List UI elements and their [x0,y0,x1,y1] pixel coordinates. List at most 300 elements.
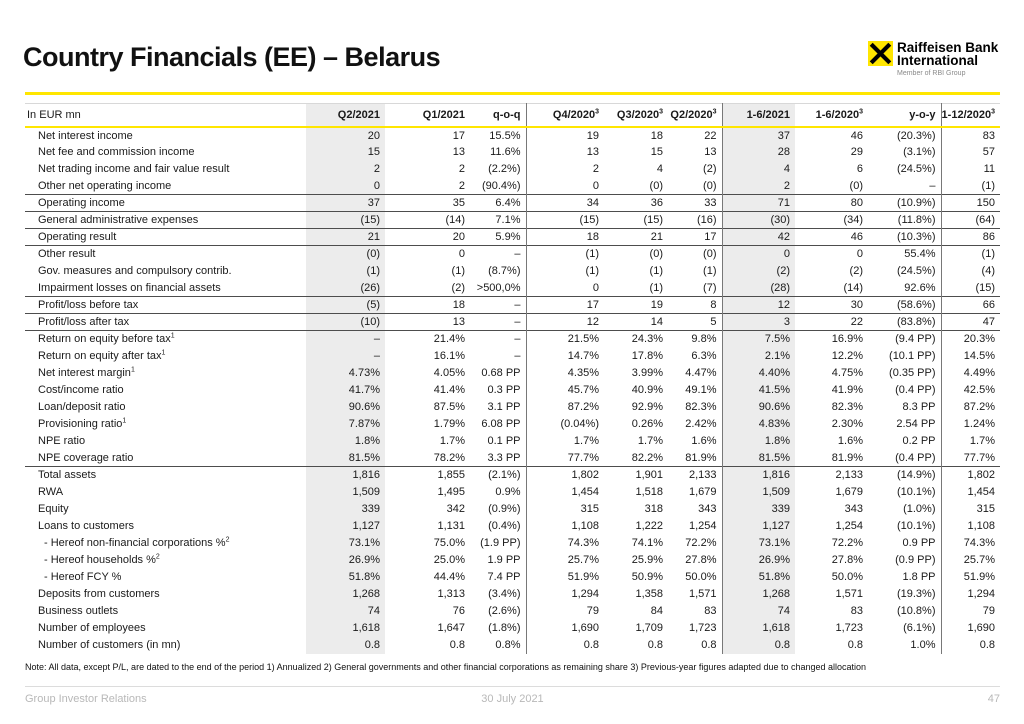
table-cell: 12 [722,297,795,314]
table-cell: 343 [844,503,863,515]
row-label: Gov. measures and compulsory contrib. [38,265,232,277]
column-header: 1-12/2020$^3$ [941,104,1000,127]
table-row [25,297,1000,314]
table-cell: 2 [722,178,795,195]
table-cell: 1,268 [306,586,385,603]
row-label: Other net operating income [38,179,172,192]
table-cell: 75.0% [433,537,465,549]
table-cell: (90.4%) [470,178,526,195]
table-cell: 4 [722,161,795,178]
table-cell: 76 [452,605,465,617]
table-cell: 25.0% [433,554,465,566]
table-row [25,144,1000,161]
table-cell: 4.49% [963,367,995,379]
row-label: Net fee and commission income [38,146,195,158]
table-row [25,195,1000,212]
table-cell: 1,679 [668,484,722,501]
table-row [25,552,1000,569]
table-cell: 46 [795,229,868,246]
table-cell: 1.9 PP [470,552,526,569]
table-cell: 3.1 PP [470,399,526,416]
column-header: Q2/2020$^3$ [668,104,722,127]
table-cell: 92.6% [868,280,941,297]
table-cell: 25.7% [567,554,599,566]
table-cell: 0.68 PP [470,365,526,382]
table-cell: – [470,348,526,365]
table-cell: (58.6%) [868,297,941,314]
table-row [25,416,1000,433]
table-cell: 13 [385,314,470,331]
table-cell: (2) [722,263,795,280]
table-cell: (5) [306,297,385,314]
table-cell: 15.5% [470,127,526,144]
table-cell: 0 [722,246,795,263]
table-cell: 81.5% [306,450,385,467]
table-cell: (0) [849,179,863,192]
table-cell: 41.5% [722,382,795,399]
table-cell: 82.3% [668,399,722,416]
raiffeisen-gable-cross-icon [868,41,893,66]
table-cell: 82.2% [631,451,663,464]
table-cell: 25.7% [963,554,995,566]
table-cell: (64) [941,212,1000,229]
column-header: Q3/2020$^3$ [604,104,668,127]
table-cell: (0.4 PP) [868,450,941,467]
table-cell: 35 [385,195,470,212]
table-row [25,569,1000,586]
table-cell: 1,294 [571,588,599,600]
table-cell: – [306,348,385,365]
table-cell: 1.7% [439,435,465,447]
table-cell: 315 [580,503,599,515]
table-cell: (24.5%) [868,263,941,280]
table-cell: 150 [941,195,1000,212]
row-label: Business outlets [38,605,119,617]
table-cell: 1,647 [437,622,465,634]
table-cell: (0) [306,246,385,263]
financials-table [25,103,1000,654]
table-cell: 16.9% [795,331,868,348]
table-cell: 0.2 PP [868,433,941,450]
column-header: Q2/2021 [306,104,385,127]
table-row [25,229,1000,246]
row-label: NPE ratio [38,435,86,447]
table-cell: 1,618 [722,620,795,637]
table-cell: 13 [668,144,722,161]
table-cell: 81.9% [831,451,863,464]
table-cell: 1,690 [571,622,599,634]
table-cell: 49.1% [668,382,722,399]
row-label: Loan/deposit ratio [38,401,126,413]
table-cell: 1,108 [571,520,599,532]
table-cell: 37 [306,195,385,212]
column-header: Q1/2021 [385,104,470,127]
table-cell: 27.8% [831,554,863,566]
table-cell: 1,222 [635,520,663,532]
table-cell: 73.1% [722,535,795,552]
table-cell: (0.9 PP) [868,552,941,569]
table-row [25,365,1000,382]
table-cell: (10.1 PP) [868,348,941,365]
table-cell: 71 [722,195,795,212]
table-cell: 51.9% [963,571,995,583]
table-cell: 1.8% [722,433,795,450]
table-cell: 51.8% [306,569,385,586]
table-cell: 17 [526,297,604,314]
table-cell: 77.7% [963,451,995,464]
table-row [25,450,1000,467]
table-cell: (4) [981,265,995,277]
table-cell: 1,127 [306,518,385,535]
table-cell: 0.8 [306,637,385,654]
table-cell: 83 [982,129,995,142]
table-cell: (0.4 PP) [868,382,941,399]
table-cell: 4.35% [567,367,599,379]
table-cell: (83.8%) [868,314,941,331]
table-row [25,127,1000,144]
table-row [25,467,1000,484]
table-row [25,586,1000,603]
table-cell: 1,454 [571,486,599,498]
table-cell: 1,358 [635,588,663,600]
table-cell: 86 [941,229,1000,246]
table-cell: 16.1% [433,350,465,362]
table-cell: (1.0%) [868,501,941,518]
table-body [25,127,1000,654]
table-cell: 0 [795,246,868,263]
table-row [25,518,1000,535]
table-cell: (10.1%) [868,484,941,501]
table-cell: 82.3% [831,401,863,413]
row-label: Loans to customers [38,520,134,532]
table-row [25,637,1000,654]
table-cell: 0 [306,178,385,195]
table-cell: 50.9% [631,571,663,583]
table-cell: 2 [458,163,465,175]
table-cell: 15 [306,144,385,161]
table-cell: 29 [850,146,863,158]
table-cell: (1) [306,263,385,280]
logo-name-line2: International [897,53,979,68]
table-cell: 87.2% [963,401,995,413]
table-cell: 18 [650,129,663,142]
table-cell: (0.9%) [470,501,526,518]
table-cell: 83 [850,605,863,617]
table-row [25,433,1000,450]
table-cell: 0.8 [847,639,863,651]
table-row [25,399,1000,416]
row-label: Number of customers (in mn) [38,639,181,651]
table-cell: 20 [306,127,385,144]
table-cell: (1) [649,265,663,277]
table-cell: (16) [668,212,722,229]
table-cell: 14.7% [567,350,599,362]
table-cell: 1,495 [437,486,465,498]
table-cell: 11 [983,163,995,175]
table-cell: 0.9 PP [868,535,941,552]
table-cell: 4.83% [722,416,795,433]
footnote-text: Note: All data, except P/L, are dated to the end of the period 1) Annualized 2) General governments and other financial corporations as remaining share 3) Previous-year figures adapted due to changed allocation [25,662,867,672]
table-cell: 0.9% [470,484,526,501]
table-cell: 87.5% [433,401,465,413]
table-cell: (19.3%) [868,586,941,603]
table-cell: 47 [941,314,1000,331]
table-cell: 0.3 PP [470,382,526,399]
table-cell: 26.9% [722,552,795,569]
table-cell: 0.8% [470,637,526,654]
table-cell: 42.5% [963,384,995,396]
table-cell: 2.42% [668,416,722,433]
table-cell: – [868,178,941,195]
table-cell: 1,131 [437,520,465,532]
table-cell: 14 [604,314,668,331]
table-cell: (6.1%) [868,620,941,637]
table-cell: 5 [668,314,722,331]
table-cell: 1,454 [967,486,995,498]
table-cell: 79 [982,605,995,617]
table-cell: 51.9% [567,571,599,583]
table-cell: 72.2% [831,537,863,549]
table-cell: 34 [526,195,604,212]
table-cell: 2 [592,163,599,175]
table-cell: (8.7%) [470,263,526,280]
table-cell: 1,108 [967,520,995,532]
table-cell: – [470,331,526,348]
table-cell: 26.9% [306,552,385,569]
table-cell: (7) [668,280,722,297]
table-cell: 342 [446,503,465,515]
table-cell: 1.7% [637,435,663,447]
table-cell: 2 [458,179,465,192]
table-row [25,280,1000,297]
table-cell: 1.7% [969,435,995,447]
table-cell: 0.26% [631,418,663,430]
table-cell: (1.9 PP) [470,535,526,552]
table-cell: 7.4 PP [470,569,526,586]
table-cell: (0.4%) [470,518,526,535]
table-cell: 45.7% [567,384,599,396]
table-cell: 79 [586,605,599,617]
table-cell: – [470,297,526,314]
table-cell: 41.7% [306,382,385,399]
table-cell: 74 [722,603,795,620]
table-cell: (9.4 PP) [868,331,941,348]
row-label: Impairment losses on financial assets [38,281,221,294]
table-cell: (34) [795,212,868,229]
table-row [25,348,1000,365]
table-cell: (1) [668,263,722,280]
table-cell: (1.8%) [470,620,526,637]
row-label: RWA [38,486,64,498]
table-cell: 90.6% [306,399,385,416]
table-cell: (15) [975,281,995,294]
table-row [25,535,1000,552]
table-cell: 6.08 PP [470,416,526,433]
table-cell: 1.6% [668,433,722,450]
table-cell: 21.5% [526,331,604,348]
table-cell: 8 [668,297,722,314]
table-cell: (3.1%) [868,144,941,161]
row-label: Profit/loss before tax [25,297,306,314]
table-cell: 77.7% [567,451,599,464]
table-cell: 15 [650,146,663,158]
table-cell: 12 [526,314,604,331]
table-cell: 9.8% [668,331,722,348]
table-cell: 36 [604,195,668,212]
table-cell: (2) [451,281,465,294]
table-cell: 1.8% [306,433,385,450]
row-label: Profit/loss after tax [25,314,306,331]
table-cell: 51.8% [722,569,795,586]
table-cell: 3.3 PP [470,450,526,467]
table-cell: 1,816 [306,467,385,484]
logo-text [897,41,998,77]
table-cell: (11.8%) [868,212,941,229]
table-cell: 318 [644,503,663,515]
table-cell: (24.5%) [868,161,941,178]
table-row [25,620,1000,637]
row-label: Deposits from customers [38,588,160,600]
table-cell: 1,855 [385,467,470,484]
table-cell: 2.1% [722,348,795,365]
table-cell: 22 [795,314,868,331]
table-row [25,314,1000,331]
table-cell: – [306,331,385,348]
table-row [25,212,1000,229]
slide-footer [25,693,1000,709]
table-cell: 40.9% [631,384,663,396]
column-header: y-o-y [868,104,941,127]
page-title: Country Financials (EE) – Belarus [23,42,441,72]
company-logo [868,41,998,77]
row-label: Provisioning ratio$^1$ [38,417,127,430]
table-cell: 74.3% [567,537,599,549]
table-cell: (3.4%) [470,586,526,603]
table-cell: 7.5% [722,331,795,348]
table-cell: 74 [306,603,385,620]
table-cell: 90.6% [722,399,795,416]
table-cell: 80 [795,195,868,212]
table-cell: 1,254 [835,520,863,532]
table-cell: 0.8 [449,639,465,651]
table-cell: 20.3% [941,331,1000,348]
table-cell: 25.9% [631,554,663,566]
table-cell: 1.6% [837,435,863,447]
table-cell: 57 [982,146,995,158]
table-cell: 1,816 [722,467,795,484]
row-label: Other result [25,246,306,263]
table-cell: 4.40% [722,365,795,382]
table-cell: 1,723 [668,620,722,637]
table-cell: 50.0% [831,571,863,583]
table-cell: 11.6% [470,144,526,161]
table-cell: (0.35 PP) [868,365,941,382]
table-cell: 4.75% [831,367,863,379]
column-header-unit: In EUR mn [25,104,306,127]
logo-member-text: Member of RBI Group [897,70,966,77]
table-cell: 4.73% [306,365,385,382]
table-cell: 6 [856,163,863,175]
table-cell: 7.87% [306,416,385,433]
row-label: Operating income [25,195,306,212]
table-cell: 21 [306,229,385,246]
table-cell: 0.1 PP [470,433,526,450]
table-cell: 73.1% [306,535,385,552]
table-row [25,246,1000,263]
table-cell: 0.8 [722,637,795,654]
table-cell: 2 [306,161,385,178]
table-cell: 17.8% [631,350,663,362]
table-cell: 339 [306,501,385,518]
table-cell: 17 [668,229,722,246]
table-row [25,263,1000,280]
table-cell: 18 [526,229,604,246]
table-cell: 1.8 PP [868,569,941,586]
table-cell: 44.4% [433,571,465,583]
table-cell: 55.4% [868,246,941,263]
table-cell: 0 [592,179,599,192]
row-label: Net interest income [38,129,133,142]
table-cell: 41.9% [831,384,863,396]
table-cell: 1.24% [963,418,995,430]
table-cell: 7.1% [470,212,526,229]
table-cell: (15) [526,212,604,229]
table-cell: (1) [649,281,663,294]
table-cell: (10.1%) [868,518,941,535]
table-cell: 1,127 [722,518,795,535]
table-row [25,501,1000,518]
table-cell: (15) [306,212,385,229]
table-cell: 12.2% [831,350,863,362]
table-cell: 339 [722,501,795,518]
table-cell: 4 [656,163,663,175]
table-cell: 4.05% [433,367,465,379]
table-cell: 3 [722,314,795,331]
table-cell: 1.7% [573,435,599,447]
footer-date: 30 July 2021 [481,693,544,705]
table-cell: (2.6%) [470,603,526,620]
table-cell: 33 [668,195,722,212]
table-row [25,382,1000,399]
table-cell: (2.2%) [470,161,526,178]
row-label: Total assets [25,467,306,484]
table-cell: 18 [385,297,470,314]
table-cell: 92.9% [631,401,663,413]
table-cell: (26) [306,280,385,297]
table-cell: 0.8 [583,639,599,651]
table-cell: 1,709 [635,622,663,634]
table-cell: 78.2% [433,451,465,464]
table-cell: 2,133 [668,467,722,484]
column-header: 1-6/2021 [722,104,795,127]
table-cell: 41.4% [433,384,465,396]
table-cell: 343 [668,501,722,518]
table-cell: (2) [849,265,863,277]
table-row [25,178,1000,195]
table-cell: 20 [385,229,470,246]
table-cell: 1,294 [967,588,995,600]
table-cell: 4.47% [668,365,722,382]
table-cell: 46 [850,129,863,142]
table-cell: 1,679 [835,486,863,498]
table-cell: (30) [722,212,795,229]
column-header: 1-6/2020$^3$ [795,104,868,127]
table-cell: (28) [722,280,795,297]
table-cell: (0) [649,179,663,192]
table-cell: 14.5% [963,350,995,362]
table-cell: (14) [843,281,863,294]
table-cell: 0 [385,246,470,263]
